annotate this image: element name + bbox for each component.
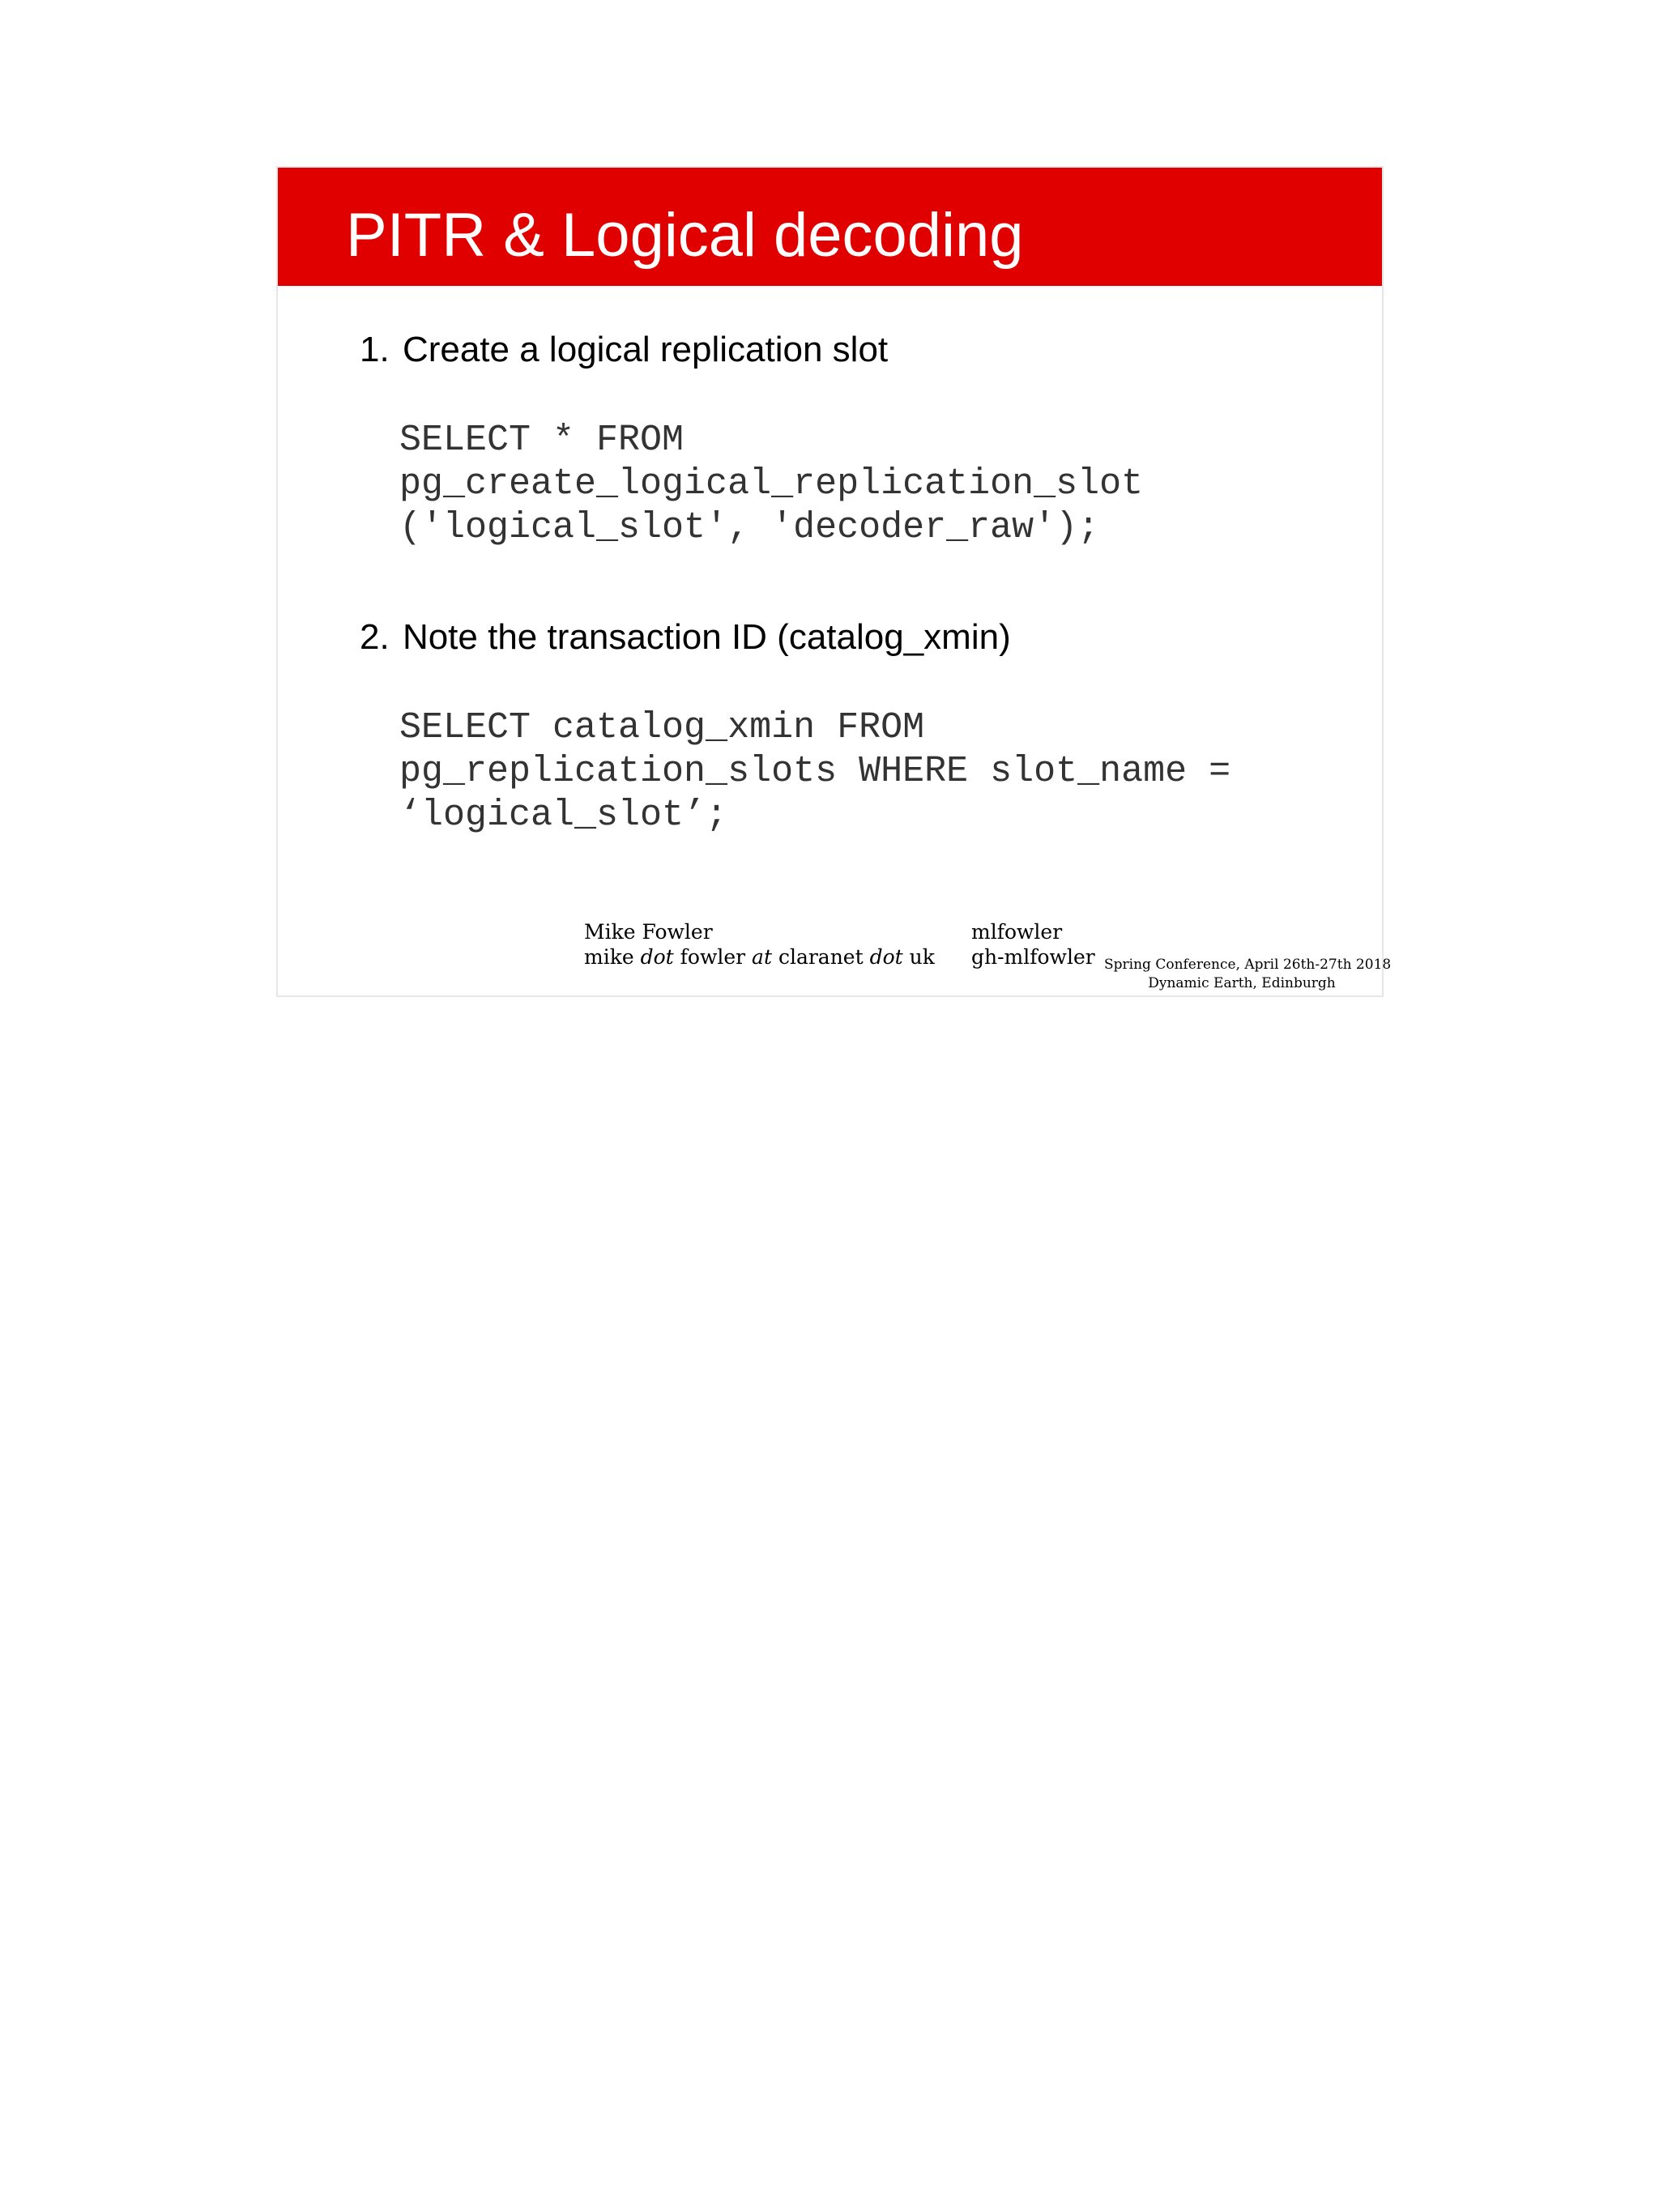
code-line: pg_replication_slots WHERE slot_name = bbox=[399, 751, 1231, 792]
step-1-number: 1. bbox=[360, 330, 390, 369]
conference-info bbox=[1104, 956, 1392, 993]
step-2 bbox=[360, 617, 1011, 657]
author-name: Mike Fowler bbox=[584, 920, 713, 944]
slide bbox=[276, 166, 1392, 997]
code-line: pg_create_logical_replication_slot bbox=[399, 463, 1144, 505]
twitter-handle: mlfowler bbox=[971, 920, 1063, 944]
github-handle: gh-mlfowler bbox=[971, 945, 1095, 969]
email-part: claranet bbox=[772, 945, 870, 969]
step-1-text: Create a logical replication slot bbox=[402, 330, 889, 369]
email-part: uk bbox=[902, 945, 935, 969]
author-contact bbox=[584, 919, 935, 970]
email-at: at bbox=[752, 945, 772, 969]
social-handles bbox=[971, 919, 1095, 970]
code-block-1 bbox=[399, 419, 1143, 550]
email-part: mike bbox=[584, 945, 641, 969]
conference-name: Spring Conference, April 26th-27th 2018 bbox=[1104, 957, 1392, 973]
author-email bbox=[584, 944, 935, 970]
code-line: ('logical_slot', 'decoder_raw'); bbox=[399, 507, 1100, 548]
code-line: SELECT * FROM bbox=[399, 420, 684, 461]
step-1 bbox=[360, 332, 888, 368]
step-2-number: 2. bbox=[360, 617, 390, 657]
code-line: ‘logical_slot’; bbox=[399, 795, 728, 836]
slide-title: PITR & Logical decoding bbox=[346, 201, 1024, 270]
step-2-text: Note the transaction ID (catalog_xmin) bbox=[402, 617, 1011, 657]
email-part: fowler bbox=[673, 945, 753, 969]
email-dot: dot bbox=[640, 945, 674, 969]
title-bar bbox=[278, 168, 1382, 286]
email-dot: dot bbox=[869, 945, 903, 969]
code-line: SELECT catalog_xmin FROM bbox=[399, 707, 925, 748]
code-block-2 bbox=[399, 706, 1230, 837]
conference-venue: Dynamic Earth, Edinburgh bbox=[1148, 975, 1336, 991]
